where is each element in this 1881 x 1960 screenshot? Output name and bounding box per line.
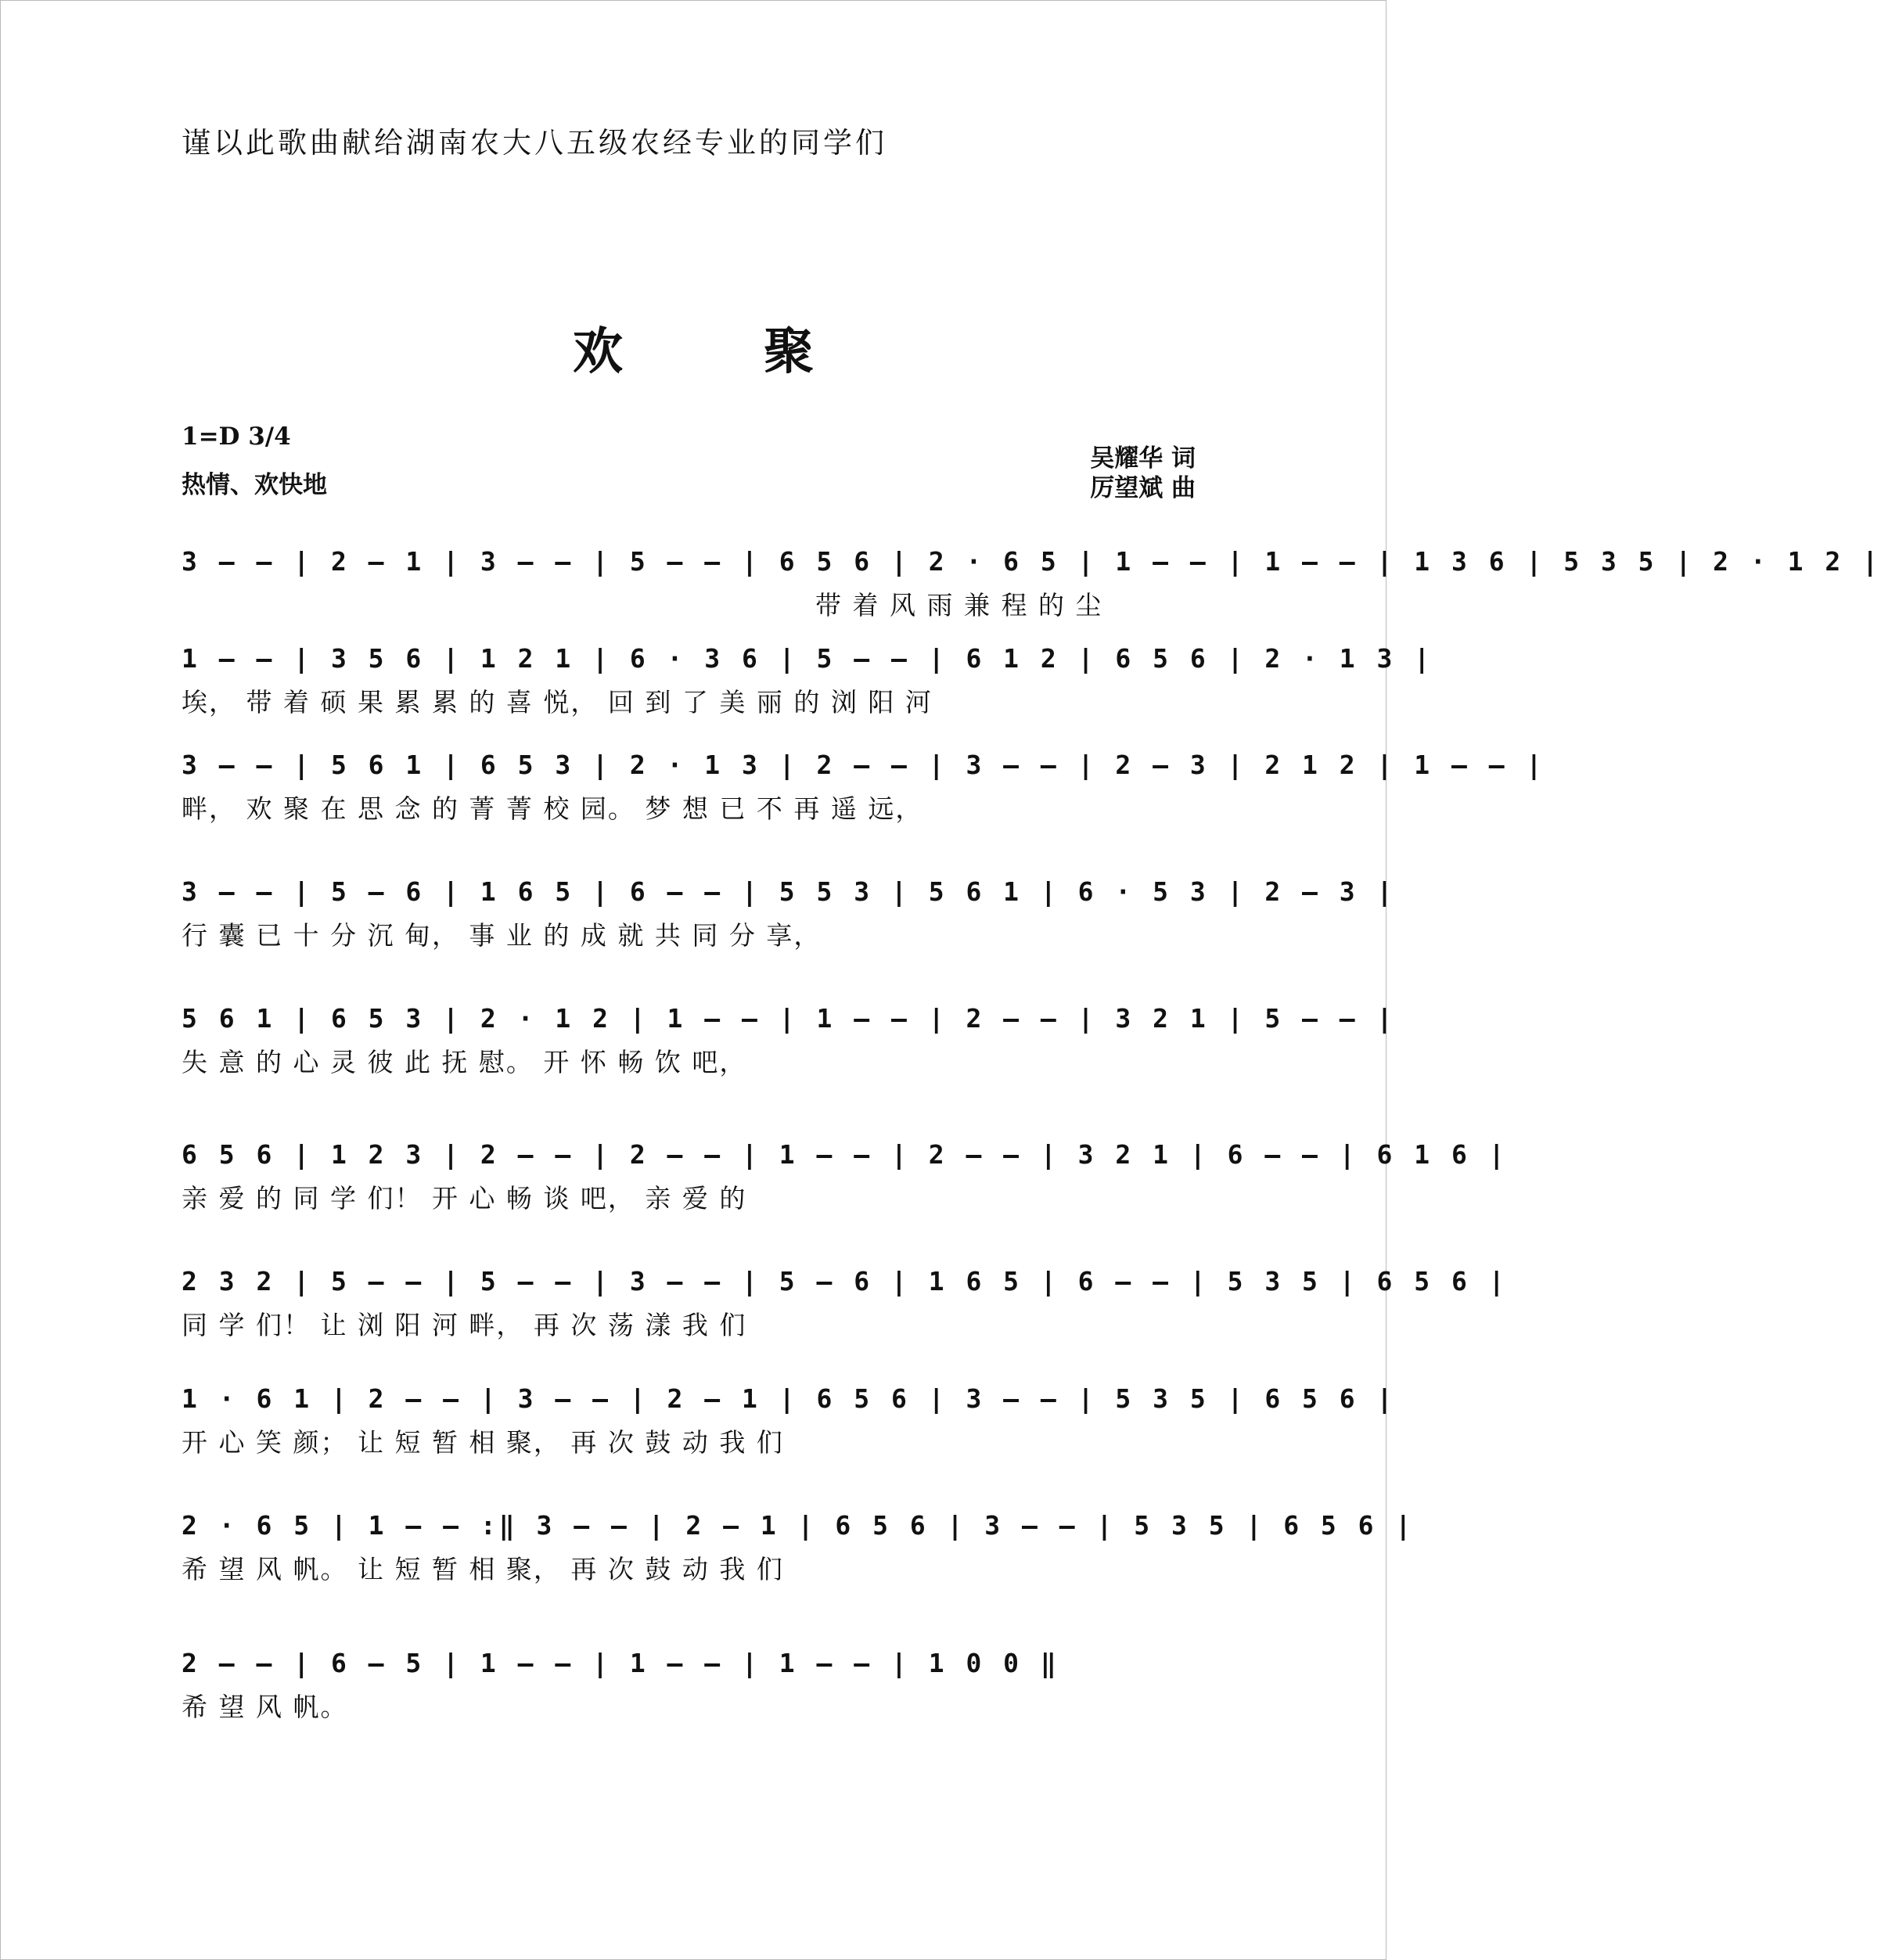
lyric-line: 亲 爱 的 同 学 们！ 开 心 畅 谈 吧， 亲 爱 的 <box>182 1182 747 1214</box>
lyric-line: 希 望 风 帆。 让 短 暂 相 聚， 再 次 鼓 动 我 们 <box>182 1553 784 1584</box>
key-signature: 1=D 3/4 <box>182 423 291 451</box>
score-system-4 <box>182 869 1396 953</box>
lyric-line: 同 学 们！ 让 浏 阳 河 畔， 再 次 荡 漾 我 们 <box>182 1309 747 1340</box>
lyric-line: 埃， 带 着 硕 果 累 累 的 喜 悦， 回 到 了 美 丽 的 浏 阳 河 <box>182 686 933 717</box>
lyric-line: 行 囊 已 十 分 沉 甸， 事 业 的 成 就 共 同 分 享， <box>182 919 822 951</box>
tempo-marking: 热情、欢快地 <box>182 471 327 499</box>
title-char-2: 聚 <box>764 322 814 381</box>
song-title <box>0 311 1386 383</box>
score-system-7 <box>182 1258 1508 1343</box>
score-system-10 <box>182 1640 1197 1724</box>
notation-line: 3 — — | 5 — 6 | 1 6 5 | 6 — — | 5 5 3 | 5 6 1 | 6 · 5 3 | 2 — 3 | <box>182 876 1396 907</box>
score-system-9 <box>182 1502 1415 1587</box>
notation-line: 2 · 6 5 | 1 — — :‖ 3 — — | 2 — 1 | 6 5 6 | 3 — — | 5 3 5 | 6 5 6 | <box>182 1509 1415 1541</box>
lyric-line: 带 着 风 雨 兼 程 的 尘 <box>815 589 1103 620</box>
score-system-6 <box>182 1131 1508 1216</box>
notation-line: 5 6 1 | 6 5 3 | 2 · 1 2 | 1 — — | 1 — — | 2 — — | 3 2 1 | 5 — — | <box>182 1002 1396 1034</box>
notation-line: 2 3 2 | 5 — — | 5 — — | 3 — — | 5 — 6 | 1 6 5 | 6 — — | 5 3 5 | 6 5 6 | <box>182 1265 1508 1296</box>
score-system-8 <box>182 1376 1396 1460</box>
lyric-line: 希 望 风 帆。 <box>182 1691 348 1722</box>
notation-line: 1 — — | 3 5 6 | 1 2 1 | 6 · 3 6 | 5 — — | 6 1 2 | 6 5 6 | 2 · 1 3 | <box>182 642 1433 674</box>
score-system-2 <box>182 635 1433 720</box>
notation-line: 2 — — | 6 — 5 | 1 — — | 1 — — | 1 — — | 1 0 0 ‖ <box>182 1647 1059 1678</box>
lyric-line: 开 心 笑 颜； 让 短 暂 相 聚， 再 次 鼓 动 我 们 <box>182 1426 784 1458</box>
score-system-3 <box>182 742 1545 826</box>
dedication-text: 谨以此歌曲献给湖南农大八五级农经专业的同学们 <box>182 126 887 160</box>
notation-line: 3 — — | 2 — 1 | 3 — — | 5 — — | 6 5 6 | 2 · 6 5 | 1 — — | 1 — — | 1 3 6 | 5 3 5 | 2 · 1 2 | <box>182 545 1881 577</box>
notation-line: 6 5 6 | 1 2 3 | 2 — — | 2 — — | 1 — — | 2 — — | 3 2 1 | 6 — — | 6 1 6 | <box>182 1138 1508 1170</box>
score-system-1 <box>182 538 1881 623</box>
lyric-line: 失 意 的 心 灵 彼 此 抚 慰。 开 怀 畅 饮 吧， <box>182 1046 747 1077</box>
score-system-5 <box>182 995 1396 1080</box>
notation-line: 3 — — | 5 6 1 | 6 5 3 | 2 · 1 3 | 2 — — | 3 — — | 2 — 3 | 2 1 2 | 1 — — | <box>182 749 1545 780</box>
composer-credit: 厉望斌 曲 <box>1090 474 1196 502</box>
title-char-1: 欢 <box>573 322 623 381</box>
lyricist-credit: 吴耀华 词 <box>1090 444 1196 473</box>
notation-line: 1 · 6 1 | 2 — — | 3 — — | 2 — 1 | 6 5 6 | 3 — — | 5 3 5 | 6 5 6 | <box>182 1383 1396 1414</box>
lyric-line: 畔， 欢 聚 在 思 念 的 菁 菁 校 园。 梦 想 已 不 再 遥 远， <box>182 793 923 824</box>
